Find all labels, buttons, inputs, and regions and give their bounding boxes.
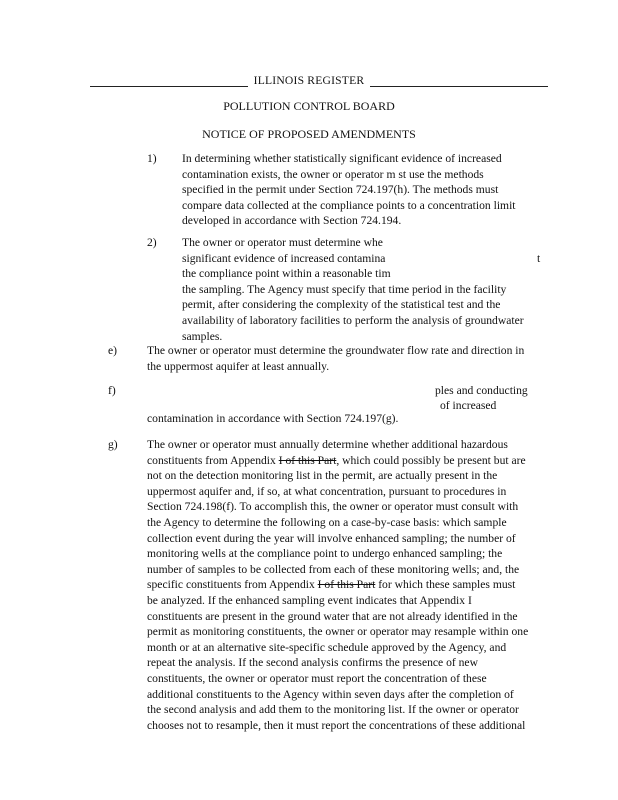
item-g-line: the Agency to determine the following on a case-by-case basis: which sample [147, 515, 507, 529]
item-g-line: additional constituents to the Agency within seven days after the completion of [147, 687, 514, 701]
struck-text: I of this Part [317, 578, 376, 592]
item-g-line: chooses not to resample, then it must report the concentrations of these additional [147, 718, 526, 732]
item-2-line: The owner or operator must determine whe [182, 236, 383, 249]
item-g-text-run: for which these samples must [375, 578, 516, 592]
item-g-text-run: , which could possibly be present but are [336, 453, 526, 467]
item-e-text [147, 343, 547, 374]
item-g-line: Section 724.198(f). To accomplish this, the owner or operator must consult with [147, 500, 519, 514]
item-g-line: permit as monitoring constituents, the owner or operator may resample within one [147, 625, 529, 639]
item-2-line: availability of laboratory facilities to perform the analysis of groundwater [182, 313, 524, 327]
item-f-line: contamination in accordance with Section 724.197(g). [147, 412, 399, 425]
item-1-text [182, 151, 562, 229]
item-2-line: the sampling. The Agency must specify that time period in the facility [182, 282, 507, 296]
item-g-line: number of samples to be collected from each of these monitoring wells; and, the [147, 562, 520, 576]
item-2-label: 2) [147, 236, 157, 249]
item-g-line [147, 577, 547, 593]
item-g-line: month or at an alternative site-specific schedule approved by the Agency, and [147, 640, 507, 654]
item-e-line: The owner or operator must determine the groundwater flow rate and direction in [147, 344, 525, 357]
struck-text: I of this Part [278, 453, 337, 467]
item-g-line: not on the detection monitoring list in the permit, are actually present in the [147, 469, 498, 483]
item-g-line: be analyzed. If the enhanced sampling event indicates that Appendix I [147, 593, 472, 607]
item-g-line: The owner or operator must annually determine whether additional hazardous [147, 438, 508, 451]
item-1-line: In determining whether statistically significant evidence of increased [182, 152, 502, 165]
item-g-line: the second analysis and add them to the monitoring list. If the owner or operator [147, 703, 519, 717]
item-g-label: g) [108, 438, 118, 451]
item-2-line-tail: t [537, 252, 541, 265]
item-f-fragment: of increased [440, 399, 497, 412]
item-g-text-run: constituents from Appendix [147, 453, 279, 467]
item-1-label: 1) [147, 152, 157, 165]
item-1-line: contamination exists, the owner or operator m st use the methods [182, 167, 484, 181]
item-g-text-run: specific constituents from Appendix [147, 578, 318, 592]
item-e-line: the uppermost aquifer at least annually. [147, 359, 330, 373]
item-1-line: specified in the permit under Section 724.197(h). The methods must [182, 183, 499, 197]
item-1-line: compare data collected at the compliance points to a concentration limit [182, 198, 516, 212]
item-2-text [182, 235, 562, 344]
item-2-line: the compliance point within a reasonable tim [182, 267, 391, 281]
item-g-line [147, 453, 547, 469]
board-title: POLLUTION CONTROL BOARD [223, 99, 395, 113]
item-e-label: e) [108, 344, 118, 357]
item-1-line: developed in accordance with Section 724.194. [182, 214, 402, 228]
item-g-line: constituents, the owner or operator must report the concentration of these [147, 671, 487, 685]
item-f-fragment: ples and conducting [435, 384, 528, 397]
item-g-line: collection event during the year will involve enhanced sampling; the number of [147, 531, 516, 545]
item-g-line: constituents are present in the ground water that are not already identified in the [147, 609, 518, 623]
item-g-line: monitoring wells at the compliance point to undergo enhanced sampling; the [147, 547, 503, 561]
item-g-text [147, 437, 547, 733]
item-f-label: f) [108, 384, 116, 397]
item-2-line: significant evidence of increased contamina [182, 251, 386, 265]
item-g-line: uppermost aquifer and, if so, at what concentration, pursuant to procedures in [147, 484, 507, 498]
item-2-line: permit, after considering the complexity of the statistical test and the [182, 298, 501, 312]
item-g-line: repeat the analysis. If the second analysis confirms the presence of new [147, 656, 478, 670]
item-2-line: samples. [182, 329, 223, 343]
register-title: ILLINOIS REGISTER [0, 73, 618, 89]
notice-title: NOTICE OF PROPOSED AMENDMENTS [202, 127, 416, 141]
